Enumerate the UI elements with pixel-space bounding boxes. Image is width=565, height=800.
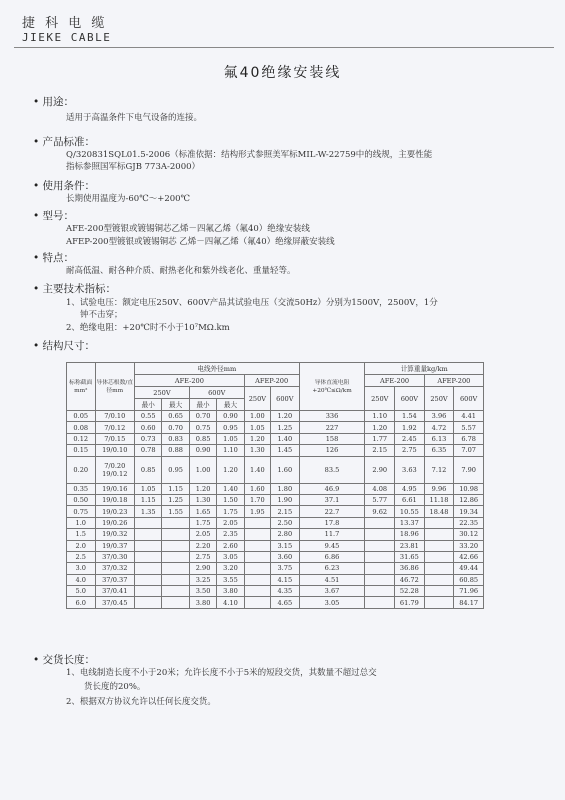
table-cell: 1.20 [244,433,270,444]
table-cell: 0.50 [67,494,96,505]
table-row [67,411,484,422]
table-cell [365,517,395,528]
table-cell: 1.50 [217,494,244,505]
structure-heading: • 结构尺寸： [33,340,96,352]
table-cell [365,586,395,597]
table-cell: 4.51 [299,574,365,585]
table-cell [244,540,270,551]
table-cell: 17.8 [299,517,365,528]
table-cell: 37.1 [299,494,365,505]
table-cell: 2.15 [365,445,395,456]
header-max: 最大 [217,399,244,411]
table-cell: 7/0.15 [95,433,135,444]
header-afep-600: 600V [271,387,300,411]
table-cell: 7.07 [454,445,484,456]
table-row [67,422,484,433]
table-cell: 1.45 [271,445,300,456]
table-cell: 0.90 [189,445,216,456]
table-cell: 2.5 [67,551,96,562]
spec-table [66,362,484,609]
table-row [67,506,484,517]
table-cell: 5.57 [454,422,484,433]
table-cell: 0.20 [67,456,96,483]
table-cell [244,597,270,608]
brand-name-cn: 捷 科 电 缆 [22,16,108,31]
table-cell [135,574,162,585]
table-cell: 1.77 [365,433,395,444]
spec-table-body [67,411,484,609]
table-cell: 158 [299,433,365,444]
table-cell: 126 [299,445,365,456]
standard-heading: • 产品标准： [33,136,96,148]
table-cell: 6.78 [454,433,484,444]
table-row [67,433,484,444]
table-cell [244,563,270,574]
table-cell: 2.05 [189,529,216,540]
table-cell: 3.80 [189,597,216,608]
model-heading: • 型号： [33,210,75,222]
table-cell: 2.75 [395,445,425,456]
table-cell: 1.05 [217,433,244,444]
table-cell: 2.75 [189,551,216,562]
table-cell: 2.35 [217,529,244,540]
table-cell: 3.15 [271,540,300,551]
table-cell: 6.86 [299,551,365,562]
table-cell: 42.66 [454,551,484,562]
table-cell: 1.40 [244,456,270,483]
tech-item-1-line-2: 钟不击穿； [80,310,123,320]
header-afe-wt: AFE-200 [365,375,424,387]
tech-heading: • 主要技术指标： [33,283,117,295]
header-afep-od: AFEP-200 [244,375,299,387]
model-line-1: AFE-200型镀银或镀锡铜芯乙烯－四氟乙烯（氟40）绝缘安装线 [66,224,310,234]
table-cell: 1.30 [244,445,270,456]
table-row [67,517,484,528]
table-cell: 6.35 [424,445,454,456]
table-cell: 0.65 [162,411,189,422]
table-cell: 5.0 [67,586,96,597]
table-cell: 22.35 [454,517,484,528]
table-cell: 1.20 [189,483,216,494]
page-title: 氟40绝缘安装线 [223,65,342,81]
table-cell: 1.10 [217,445,244,456]
table-cell [162,586,189,597]
table-cell: 1.5 [67,529,96,540]
table-cell [365,563,395,574]
table-row [67,563,484,574]
header-afe-250: 250V [135,387,190,399]
table-cell [135,586,162,597]
table-cell: 19/0.18 [95,494,135,505]
table-cell: 4.72 [424,422,454,433]
table-cell: 3.0 [67,563,96,574]
table-row [67,540,484,551]
table-cell: 4.35 [271,586,300,597]
table-cell: 4.08 [365,483,395,494]
table-cell [135,529,162,540]
delivery-item-1-line-2: 货长度的20%。 [84,682,146,692]
delivery-heading: • 交货长度： [33,654,96,666]
table-cell: 3.05 [299,597,365,608]
table-cell: 227 [299,422,365,433]
table-cell [162,517,189,528]
table-cell: 1.15 [162,483,189,494]
table-cell: 1.05 [244,422,270,433]
table-cell: 1.75 [189,517,216,528]
table-cell: 10.55 [395,506,425,517]
table-cell: 1.80 [271,483,300,494]
table-cell: 2.50 [271,517,300,528]
table-cell [424,517,454,528]
table-cell [424,574,454,585]
table-cell: 71.96 [454,586,484,597]
table-cell: 1.30 [189,494,216,505]
table-cell [162,563,189,574]
table-cell: 3.50 [189,586,216,597]
table-cell: 0.88 [162,445,189,456]
table-row [67,529,484,540]
table-cell: 1.0 [67,517,96,528]
table-cell: 19/0.10 [95,445,135,456]
conditions-text: 长期使用温度为-60℃～+200℃ [66,194,191,204]
usage-heading: • 用途： [33,96,75,108]
table-cell: 4.0 [67,574,96,585]
brand-name-en: JIEKE CABLE [22,31,112,44]
table-cell: 30.12 [454,529,484,540]
table-cell: 1.60 [244,483,270,494]
table-cell: 9.45 [299,540,365,551]
header-conductor: 导体芯根数/直径mm [95,363,135,411]
table-cell: 7.90 [454,456,484,483]
table-cell [365,551,395,562]
table-cell: 3.25 [189,574,216,585]
table-cell: 23.81 [395,540,425,551]
table-cell: 0.95 [217,422,244,433]
table-cell: 1.54 [395,411,425,422]
table-cell: 61.79 [395,597,425,608]
features-text: 耐高低温、耐各种介质、耐热老化和紫外线老化、重量轻等。 [66,266,296,276]
header-afep-250: 250V [244,387,270,411]
table-cell: 1.10 [365,411,395,422]
header-min: 最小 [135,399,162,411]
table-cell [162,540,189,551]
table-cell: 0.70 [162,422,189,433]
table-cell: 7/0.12 [95,422,135,433]
table-cell: 4.65 [271,597,300,608]
header-min: 最小 [189,399,216,411]
table-cell [162,551,189,562]
table-cell: 0.15 [67,445,96,456]
table-cell: 37/0.45 [95,597,135,608]
table-cell: 6.0 [67,597,96,608]
table-cell: 0.05 [67,411,96,422]
table-cell: 1.92 [395,422,425,433]
table-cell: 0.90 [217,411,244,422]
table-cell: 0.08 [67,422,96,433]
table-cell: 1.05 [135,483,162,494]
table-cell: 1.40 [271,433,300,444]
table-cell: 1.20 [271,411,300,422]
table-cell: 84.17 [454,597,484,608]
table-cell: 3.67 [299,586,365,597]
table-cell: 1.15 [135,494,162,505]
table-cell: 0.12 [67,433,96,444]
table-cell: 3.60 [271,551,300,562]
header-weight: 计算重量kg/km [365,363,484,375]
table-cell: 0.75 [67,506,96,517]
table-cell: 13.37 [395,517,425,528]
table-cell: 19/0.16 [95,483,135,494]
table-cell: 2.80 [271,529,300,540]
table-cell: 0.85 [189,433,216,444]
table-cell: 83.5 [299,456,365,483]
table-cell: 37/0.41 [95,586,135,597]
table-cell: 10.98 [454,483,484,494]
table-cell: 2.15 [271,506,300,517]
table-cell: 18.48 [424,506,454,517]
table-cell: 1.70 [244,494,270,505]
table-cell [162,529,189,540]
header-wt-afep-250: 250V [424,387,454,411]
table-cell: 12.86 [454,494,484,505]
table-cell: 4.95 [395,483,425,494]
table-cell: 6.61 [395,494,425,505]
table-cell: 3.80 [217,586,244,597]
table-cell: 1.95 [244,506,270,517]
table-cell: 1.65 [189,506,216,517]
table-cell: 2.60 [217,540,244,551]
table-cell: 2.45 [395,433,425,444]
header-wt-afe-250: 250V [365,387,395,411]
table-cell: 3.75 [271,563,300,574]
table-cell: 11.7 [299,529,365,540]
table-cell [424,586,454,597]
table-cell: 19/0.23 [95,506,135,517]
tech-item-2: 2、绝缘电阻：+20℃时不小于10⁷MΩ.km [66,323,230,333]
table-row [67,483,484,494]
table-cell: 1.75 [217,506,244,517]
delivery-item-1-line-1: 1、电线制造长度不小于20米；允许长度不小于5米的短段交货，其数量不超过总交 [66,668,377,678]
table-cell: 46.9 [299,483,365,494]
table-cell: 46.72 [395,574,425,585]
table-cell [365,597,395,608]
table-cell: 37/0.37 [95,574,135,585]
table-cell: 3.63 [395,456,425,483]
table-cell: 0.70 [189,411,216,422]
table-cell: 0.60 [135,422,162,433]
standard-line-1: Q/320831SQL01.5-2006（标准依据：结构形式参照美军标MIL-W-22759中的线规，主要性能 [66,150,433,160]
table-cell: 4.41 [454,411,484,422]
table-cell [424,551,454,562]
table-cell: 0.35 [67,483,96,494]
table-cell: 0.83 [162,433,189,444]
table-row [67,551,484,562]
table-cell: 1.25 [271,422,300,433]
table-cell [135,563,162,574]
table-cell [424,529,454,540]
table-cell: 2.90 [189,563,216,574]
header-afe-od: AFE-200 [135,375,245,387]
table-cell: 19/0.26 [95,517,135,528]
table-cell [135,597,162,608]
table-cell [135,540,162,551]
table-cell [365,529,395,540]
table-cell: 49.44 [454,563,484,574]
table-row [67,597,484,608]
features-heading: • 特点： [33,252,75,264]
table-cell: 0.78 [135,445,162,456]
header-wt-afep-600: 600V [454,387,484,411]
table-cell: 0.85 [135,456,162,483]
table-cell: 7/0.20 19/0.12 [95,456,135,483]
table-cell: 6.23 [299,563,365,574]
table-cell: 4.15 [271,574,300,585]
table-cell: 0.73 [135,433,162,444]
table-cell: 7/0.10 [95,411,135,422]
table-cell [135,517,162,528]
table-cell [135,551,162,562]
table-cell [365,574,395,585]
table-cell: 19/0.37 [95,540,135,551]
table-cell [162,574,189,585]
table-cell: 60.85 [454,574,484,585]
table-cell [244,517,270,528]
table-cell [244,586,270,597]
table-cell: 7.12 [424,456,454,483]
table-row [67,456,484,483]
table-row [67,494,484,505]
header-wt-afe-600: 600V [395,387,425,411]
table-row [67,586,484,597]
table-cell [424,597,454,608]
table-cell [244,551,270,562]
table-cell: 1.60 [271,456,300,483]
table-cell [424,563,454,574]
header-outer-diameter: 电线外径mm [135,363,300,375]
table-cell: 2.20 [189,540,216,551]
table-cell: 3.05 [217,551,244,562]
table-cell [244,574,270,585]
table-cell: 4.10 [217,597,244,608]
header-afep-wt: AFEP-200 [424,375,483,387]
table-cell: 2.0 [67,540,96,551]
table-cell: 2.05 [217,517,244,528]
table-cell: 1.35 [135,506,162,517]
table-cell: 2.90 [365,456,395,483]
table-cell [424,540,454,551]
table-cell: 36.86 [395,563,425,574]
table-cell: 18.96 [395,529,425,540]
usage-text: 适用于高温条件下电气设备的连接。 [66,113,203,123]
table-cell: 1.55 [162,506,189,517]
table-cell: 52.28 [395,586,425,597]
table-cell: 1.20 [365,422,395,433]
table-cell: 19.34 [454,506,484,517]
table-cell: 1.90 [271,494,300,505]
table-cell: 1.20 [217,456,244,483]
table-row [67,574,484,585]
standard-line-2: 指标参照国军标GJB 773A-2000） [66,162,201,172]
table-cell: 9.96 [424,483,454,494]
table-cell: 37/0.32 [95,563,135,574]
table-cell: 3.20 [217,563,244,574]
table-cell: 37/0.30 [95,551,135,562]
table-cell: 1.25 [162,494,189,505]
table-cell: 19/0.32 [95,529,135,540]
table-cell: 31.65 [395,551,425,562]
header-afe-600: 600V [189,387,244,399]
header-area: 标称截面mm² [67,363,96,411]
table-cell: 11.18 [424,494,454,505]
header-resistance: 导体直流电阻+20℃≤Ω/km [299,363,365,411]
table-cell [162,597,189,608]
table-cell: 336 [299,411,365,422]
model-line-2: AFEP-200型镀银或镀锡铜芯 乙烯－四氟乙烯（氟40）绝缘屏蔽安装线 [66,237,335,247]
tech-item-1-line-1: 1、试验电压：额定电压250V、600V产品其试验电压（交流50Hz）分别为1500V，2500V，1分 [66,298,438,308]
header-max: 最大 [162,399,189,411]
header-divider [14,47,554,48]
table-cell: 0.55 [135,411,162,422]
table-cell: 0.95 [162,456,189,483]
table-cell: 1.40 [217,483,244,494]
table-cell: 5.77 [365,494,395,505]
table-row [67,445,484,456]
table-cell: 33.20 [454,540,484,551]
table-cell: 0.75 [189,422,216,433]
table-cell: 1.00 [244,411,270,422]
table-cell: 3.55 [217,574,244,585]
table-cell: 3.96 [424,411,454,422]
delivery-item-2: 2、根据双方协议允许以任何长度交货。 [66,697,216,707]
table-cell [244,529,270,540]
table-cell: 6.13 [424,433,454,444]
table-cell: 1.00 [189,456,216,483]
table-cell [365,540,395,551]
table-cell: 22.7 [299,506,365,517]
table-cell: 9.62 [365,506,395,517]
conditions-heading: • 使用条件： [33,180,96,192]
